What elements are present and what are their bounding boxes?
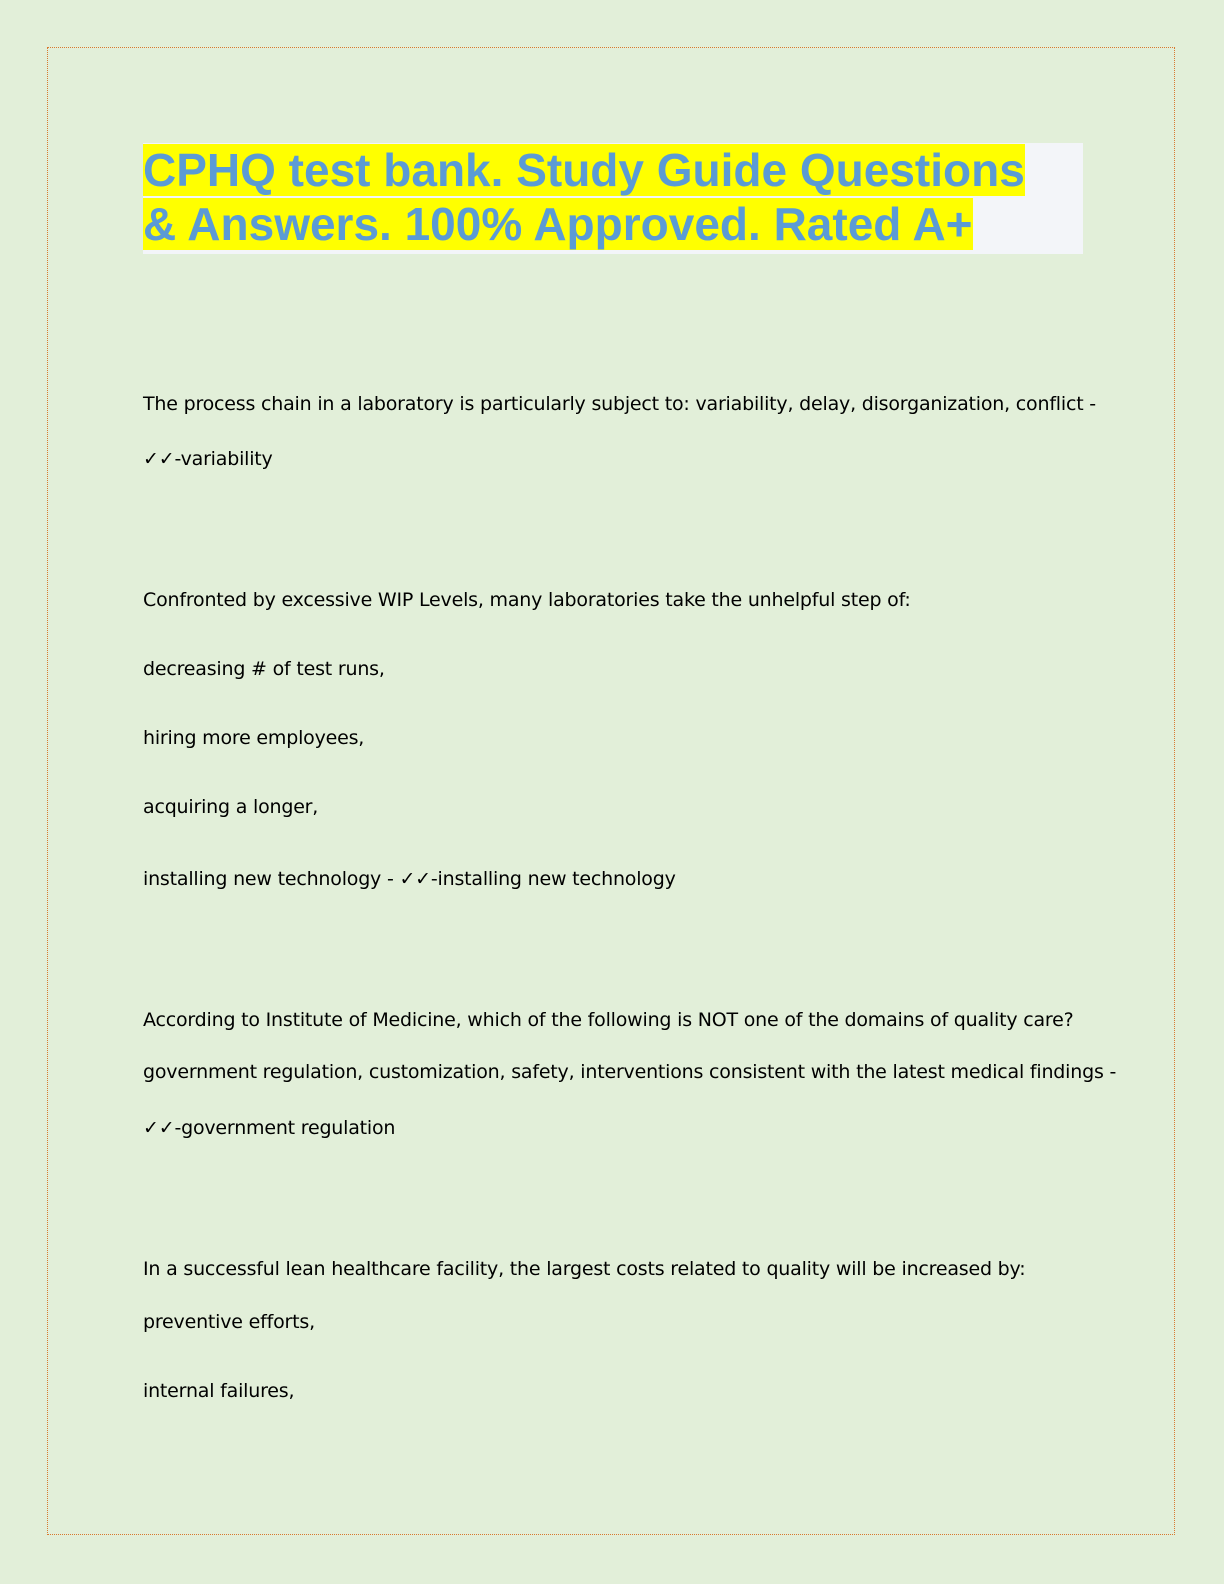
title-line-1: CPHQ test bank. Study Guide Questions xyxy=(143,144,1025,196)
page-title xyxy=(143,143,1025,251)
question-3-text: According to Institute of Medicine, which of the following is NOT one of the domains of quality care? xyxy=(143,1009,1074,1031)
question-3-options: government regulation, customization, safety, interventions consistent with the latest medical findings - xyxy=(143,1061,1117,1083)
title-line-2: & Answers. 100% Approved. Rated A+ xyxy=(143,198,973,250)
question-4-text: In a successful lean healthcare facility, the largest costs related to quality will be increased by: xyxy=(143,1258,1026,1280)
question-4-option: internal failures, xyxy=(143,1380,295,1402)
question-2-answer: installing new technology - ✓✓-installing new technology xyxy=(143,868,676,890)
question-2-option: decreasing # of test runs, xyxy=(143,658,385,680)
question-2-option: hiring more employees, xyxy=(143,727,365,749)
question-4-option: preventive efforts, xyxy=(143,1311,315,1333)
question-1-answer: ✓✓-variability xyxy=(143,448,273,470)
question-2-text: Confronted by excessive WIP Levels, many laboratories take the unhelpful step of: xyxy=(143,589,911,611)
title-block xyxy=(143,143,1083,254)
question-3-answer: ✓✓-government regulation xyxy=(143,1117,396,1139)
question-1-text: The process chain in a laboratory is particularly subject to: variability, delay, disorganization, conflict - xyxy=(143,393,1096,415)
question-2-option: acquiring a longer, xyxy=(143,796,319,818)
